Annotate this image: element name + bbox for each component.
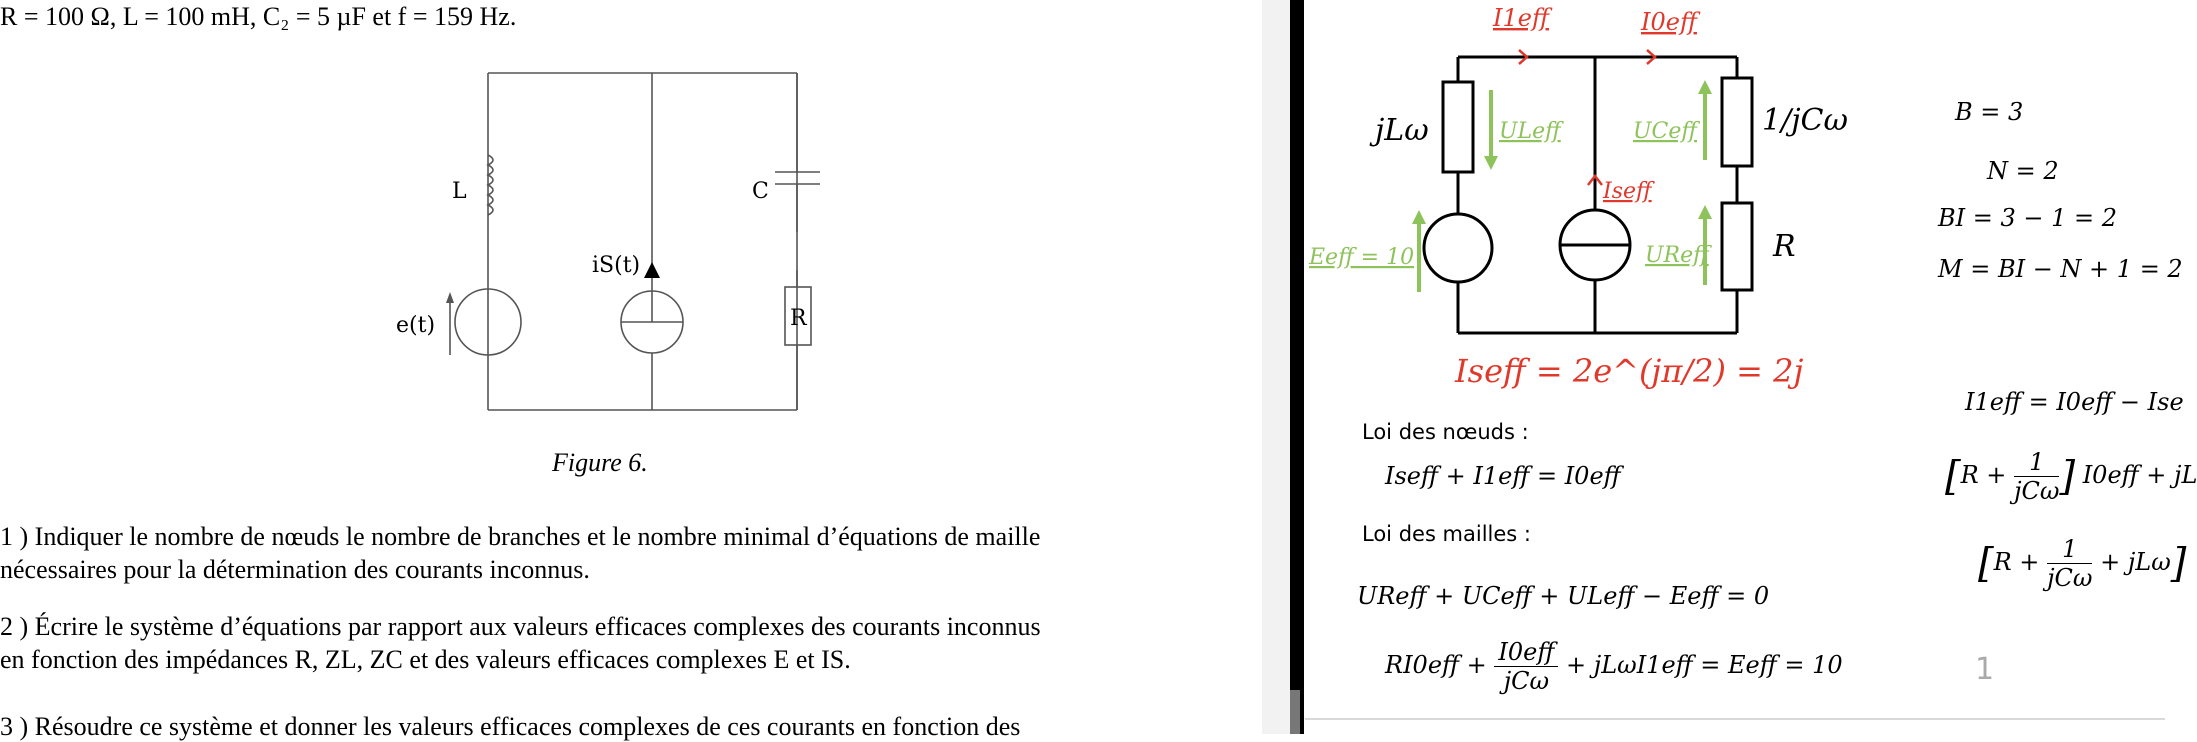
figure-caption: Figure 6. bbox=[552, 448, 648, 477]
page-number: 1 bbox=[1975, 652, 1995, 687]
label-uceff: UCeff bbox=[1633, 119, 1697, 144]
count-m: M = BI − N + 1 = 2 bbox=[1938, 255, 2183, 283]
resistor-label: R bbox=[790, 306, 807, 331]
scrollbar-thumb[interactable] bbox=[1290, 690, 1300, 734]
label-r: R bbox=[1773, 229, 1796, 264]
solution-circuit bbox=[1305, 0, 1885, 345]
count-b: B = 3 bbox=[1955, 98, 2024, 126]
question-2-line-2: en fonction des impédances R, ZL, ZC et des valeurs efficaces complexes E et IS. bbox=[0, 645, 851, 674]
question-3-line-1: 3 ) Résoudre ce système et donner les valeurs efficaces complexes de ces courants en fonction des bbox=[0, 712, 1021, 741]
final-mesh-equation: RI0eff + $\frac{\text{I0eff}}{\text{jCω}}$ + jLωI1eff = Eeff = 10 bbox=[1385, 638, 1843, 695]
label-i1eff: I1eff bbox=[1493, 4, 1549, 32]
parameters-line: R = 100 Ω, L = 100 mH, C₂ = 5 µF et f = 159 Hz. bbox=[0, 2, 517, 31]
question-1-line-1: 1 ) Indiquer le nombre de nœuds le nombre de branches et le nombre minimal d’équations de maille bbox=[0, 522, 1041, 551]
count-n: N = 2 bbox=[1987, 157, 2059, 185]
label-iseff: Iseff bbox=[1603, 179, 1652, 204]
voltage-source-label: e(t) bbox=[396, 313, 436, 338]
loi-noeuds-heading: Loi des nœuds : bbox=[1362, 420, 1529, 444]
question-2-line-1: 2 ) Écrire le système d’équations par rapport aux valeurs efficaces complexes des courants inconnus bbox=[0, 612, 1041, 641]
label-ureff: UReff bbox=[1645, 243, 1709, 268]
iseff-equation: Iseff = 2e^(jπ/2) = 2j bbox=[1455, 352, 1804, 390]
inductor-label: L bbox=[452, 179, 467, 204]
label-i0eff: I0eff bbox=[1641, 8, 1697, 36]
right-equation-2: [R + $\frac{1}{\text{jCω}}$ ] I0eff + jL bbox=[1945, 448, 2197, 505]
right-equation-3: [R + $\frac{1}{\text{jCω}}$ + jLω] bbox=[1978, 535, 2187, 592]
loi-mailles-heading: Loi des mailles : bbox=[1362, 522, 1531, 546]
loi-mailles-equation: UReff + UCeff + ULeff − Eeff = 0 bbox=[1357, 582, 1770, 610]
count-bi: BI = 3 − 1 = 2 bbox=[1938, 204, 2118, 232]
label-jlw: jLω bbox=[1375, 113, 1429, 148]
figure-6-circuit bbox=[380, 60, 840, 420]
loi-noeuds-equation: Iseff + I1eff = I0eff bbox=[1385, 462, 1621, 490]
label-uleff: ULeff bbox=[1499, 119, 1561, 144]
label-1-over-jcw: 1/jCω bbox=[1762, 103, 1848, 138]
scrollbar-track[interactable] bbox=[1290, 0, 1304, 734]
label-eeff: Eeff = 10 bbox=[1309, 245, 1415, 270]
question-1-line-2: nécessaires pour la détermination des courants inconnus. bbox=[0, 555, 590, 584]
page-bottom-rule bbox=[1305, 718, 2165, 720]
current-source-label: iS(t) bbox=[592, 253, 641, 278]
right-equation-1: I1eff = I0eff − Ise bbox=[1965, 388, 2184, 416]
capacitor-label: C bbox=[752, 179, 769, 204]
